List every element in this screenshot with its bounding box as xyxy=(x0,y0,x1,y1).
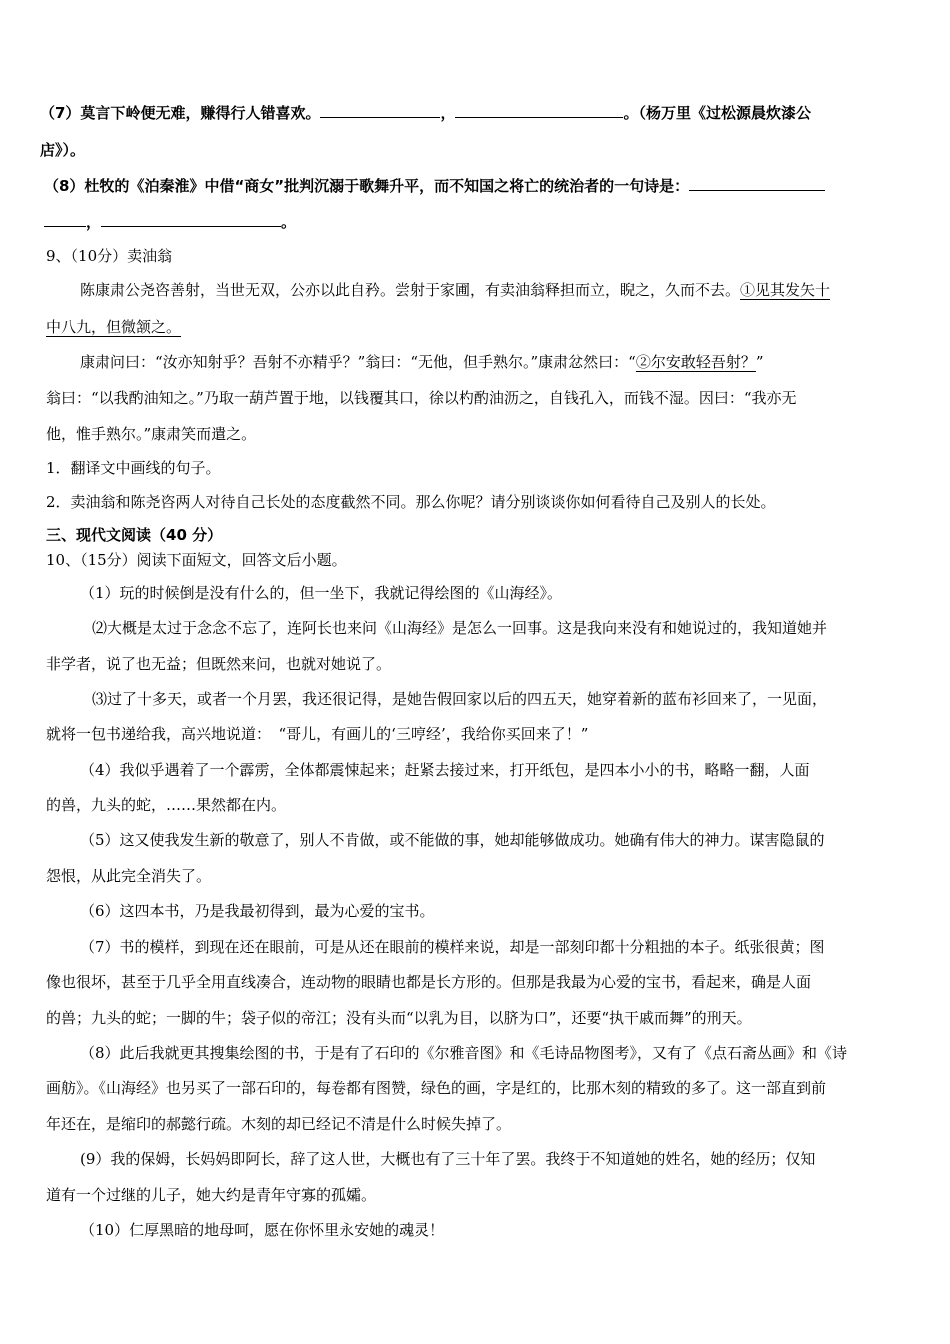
q8-blank-2[interactable] xyxy=(44,212,86,227)
q7-text: （7）莫言下岭便无难，赚得行人错喜欢。 xyxy=(40,104,321,122)
q10-title: 10、（15分）阅读下面短文，回答文后小题。 xyxy=(46,551,347,569)
q9-underline-1: ①见其发矢十 xyxy=(740,281,831,299)
q10-line: 就将一包书递给我，高兴地说道： “哥儿，有画儿的‘三哼经’，我给你买回来了！” xyxy=(46,725,589,743)
q10-line: 非学者，说了也无益；但既然来问，也就对她说了。 xyxy=(46,655,392,673)
q8-line xyxy=(44,176,825,196)
q9-title: 9、（10分）卖油翁 xyxy=(46,247,173,265)
q10-line: （5）这又使我发生新的敬意了，别人不肯做，或不能做的事，她却能够做成功。她确有伟大的神力。谋害隐鼠的 xyxy=(80,831,825,849)
q10-line: （10）仁厚黑暗的地母呵，愿在你怀里永安她的魂灵！ xyxy=(80,1221,445,1239)
q8-comma: ， xyxy=(86,213,102,231)
q9-p1-text: 陈康肃公尧咨善射，当世无双，公亦以此自矜。尝射于家圃，有卖油翁释担而立，睨之，久而不去。 xyxy=(80,281,741,299)
q10-line: （6）这四本书，乃是我最初得到，最为心爱的宝书。 xyxy=(80,902,435,920)
q7-blank-2[interactable] xyxy=(455,103,623,118)
q7-line xyxy=(40,103,811,123)
q10-line: （7）书的模样，到现在还在眼前，可是从还在眼前的模样来说，却是一部刻印都十分粗拙的本子。纸张很黄；图 xyxy=(80,938,825,956)
q10-line: 画舫》。《山海经》也另买了一部石印的，每卷都有图赞，绿色的画，字是红的，比那木刻的精致的多了。这一部直到前 xyxy=(46,1079,827,1097)
q9-underline-1-cont: 中八九，但微颔之。 xyxy=(46,318,182,336)
q10-line: 年还在，是缩印的郝懿行疏。木刻的却已经记不清是什么时候失掉了。 xyxy=(46,1115,512,1133)
q9-p2-text: 康肃问曰：“汝亦知射乎？吾射不亦精乎？”翁曰：“无他，但手熟尔。”康肃忿然曰：“ xyxy=(80,353,636,371)
q9-underline-2: ②尔安敢轻吾射？ xyxy=(635,353,756,371)
q9-para-1-cont xyxy=(46,317,181,337)
q7-line-2: 店》）。 xyxy=(40,141,86,159)
q9-para-2 xyxy=(80,352,764,372)
q10-line: 怨恨，从此完全消失了。 xyxy=(46,867,212,885)
q10-line: （4）我似乎遇着了一个霹雳，全体都震悚起来；赶紧去接过来，打开纸包，是四本小小的书，略略一翻，人面 xyxy=(80,761,810,779)
q8-line-2 xyxy=(44,212,296,232)
q10-line: （8）此后我就更其搜集绘图的书，于是有了石印的《尔雅音图》和《毛诗品物图考》，又有了《点石斋丛画》和《诗 xyxy=(80,1044,848,1062)
q8-end: 。 xyxy=(281,213,297,231)
q8-blank-1[interactable] xyxy=(689,176,825,191)
q7-comma: ， xyxy=(440,104,456,122)
q9-para-3: 翁曰：“以我酌油知之。”乃取一葫芦置于地，以钱覆其口，徐以杓酌油沥之，自钱孔入，而钱不湿。因曰：“我亦无 xyxy=(46,389,797,407)
q10-line: ⑵大概是太过于念念不忘了，连阿长也来问《山海经》是怎么一回事。这是我向来没有和她说过的，我知道她并 xyxy=(92,619,828,637)
section-3-heading: 三、现代文阅读（40 分） xyxy=(46,526,223,544)
q9-sub-1: 1．翻译文中画线的句子。 xyxy=(46,459,221,477)
q10-line: ⑶过了十多天，或者一个月罢，我还很记得，是她告假回家以后的四五天，她穿着新的蓝布衫回来了，一见面， xyxy=(92,690,828,708)
q9-para-4: 他，惟手熟尔。”康肃笑而遣之。 xyxy=(46,425,257,443)
q10-line: 道有一个过继的儿子，她大约是青年守寡的孤孀。 xyxy=(46,1186,377,1204)
q9-para-1 xyxy=(80,280,830,300)
q10-line: （1）玩的时候倒是没有什么的，但一坐下，我就记得绘图的《山海经》。 xyxy=(80,584,563,602)
q8-text: （8）杜牧的《泊秦淮》中借“商女”批判沉溺于歌舞升平，而不知国之将亡的统治者的一句诗是： xyxy=(44,177,690,195)
q7-source: 。（杨万里《过松源晨炊漆公 xyxy=(623,104,811,122)
q10-line: 的兽；九头的蛇；一脚的牛；袋子似的帝江；没有头而“以乳为目，以脐为口”，还要“执干戚而舞”的刑天。 xyxy=(46,1009,752,1027)
q10-line: 的兽，九头的蛇，……果然都在内。 xyxy=(46,796,287,814)
q9-p2-quote: ” xyxy=(755,353,764,371)
q10-line: (9）我的保姆，长妈妈即阿长，辞了这人世，大概也有了三十年了罢。我终于不知道她的姓名，她的经历；仅知 xyxy=(80,1150,816,1168)
q7-blank-1[interactable] xyxy=(320,103,440,118)
q10-line: 像也很坏，甚至于几乎全用直线凑合，连动物的眼睛也都是长方形的。但那是我最为心爱的宝书，看起来，确是人面 xyxy=(46,973,812,991)
q8-blank-3[interactable] xyxy=(101,212,281,227)
q9-sub-2: 2．卖油翁和陈尧咨两人对待自己长处的态度截然不同。那么你呢？请分别谈谈你如何看待自己及别人的长处。 xyxy=(46,493,776,511)
